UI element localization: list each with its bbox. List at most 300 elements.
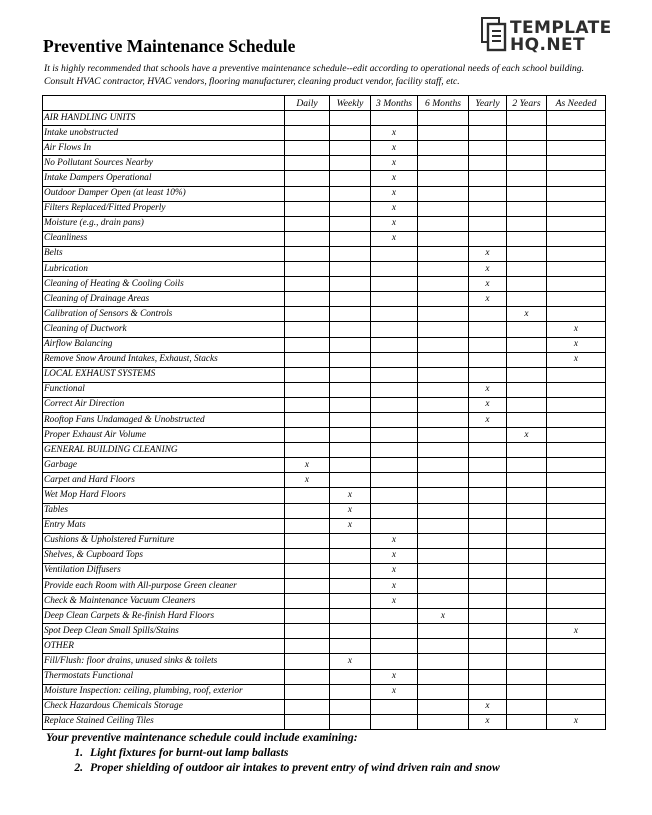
schedule-cell [469, 322, 507, 337]
schedule-cell [507, 669, 547, 684]
schedule-cell: x [371, 126, 418, 141]
schedule-cell: x [507, 307, 547, 322]
intro-paragraph: It is highly recommended that schools have a preventive maintenance schedule--edit according to operational needs of each school building. Consult HVAC contractor, HVAC vendors, flooring manufacturer, cleaning product vendor, facility staff, etc. [44, 63, 585, 87]
schedule-cell [547, 186, 606, 201]
schedule-cell [371, 609, 418, 624]
column-header: As Needed [547, 96, 606, 111]
schedule-cell [469, 231, 507, 246]
schedule-cell [418, 684, 469, 699]
schedule-cell [285, 548, 330, 563]
table-row [43, 699, 606, 714]
table-row [43, 111, 606, 126]
schedule-cell [371, 111, 418, 126]
task-label: Remove Snow Around Intakes, Exhaust, Stacks [43, 352, 285, 367]
schedule-cell [418, 458, 469, 473]
schedule-cell [507, 518, 547, 533]
schedule-cell [418, 186, 469, 201]
schedule-cell [330, 548, 371, 563]
schedule-cell [371, 367, 418, 382]
schedule-cell [285, 307, 330, 322]
schedule-cell [330, 367, 371, 382]
schedule-cell [285, 579, 330, 594]
task-label: OTHER [43, 639, 285, 654]
footer-list-item: 1. Light fixtures for burnt-out lamp ballasts [86, 745, 500, 760]
schedule-cell [418, 262, 469, 277]
schedule-cell [507, 533, 547, 548]
table-row [43, 714, 606, 729]
schedule-cell [507, 277, 547, 292]
schedule-cell [547, 367, 606, 382]
task-label: Correct Air Direction [43, 397, 285, 412]
schedule-cell: x [285, 473, 330, 488]
task-label: Provide each Room with All-purpose Green cleaner [43, 579, 285, 594]
schedule-cell [469, 186, 507, 201]
schedule-cell: x [547, 714, 606, 729]
schedule-cell [330, 156, 371, 171]
table-row [43, 563, 606, 578]
task-label: Cleaning of Heating & Cooling Coils [43, 277, 285, 292]
schedule-cell [371, 322, 418, 337]
schedule-cell [418, 246, 469, 261]
schedule-cell [330, 714, 371, 729]
schedule-cell [418, 322, 469, 337]
schedule-cell [285, 126, 330, 141]
table-row [43, 428, 606, 443]
schedule-cell [285, 503, 330, 518]
schedule-cell: x [469, 714, 507, 729]
table-row [43, 307, 606, 322]
schedule-cell [547, 201, 606, 216]
schedule-cell [547, 292, 606, 307]
schedule-cell [285, 337, 330, 352]
table-row [43, 277, 606, 292]
task-label: Check Hazardous Chemicals Storage [43, 699, 285, 714]
schedule-cell [418, 367, 469, 382]
task-label: Airflow Balancing [43, 337, 285, 352]
table-row [43, 654, 606, 669]
table-row [43, 352, 606, 367]
schedule-cell: x [469, 382, 507, 397]
schedule-cell [371, 458, 418, 473]
page-title: Preventive Maintenance Schedule [43, 36, 296, 56]
schedule-cell: x [371, 563, 418, 578]
schedule-cell [547, 699, 606, 714]
schedule-cell [507, 639, 547, 654]
schedule-cell [285, 594, 330, 609]
schedule-cell [330, 563, 371, 578]
task-label: Filters Replaced/Fitted Properly [43, 201, 285, 216]
schedule-cell [507, 503, 547, 518]
logo-text-line1: TEMPLATE [510, 18, 612, 38]
footer-list [46, 745, 500, 775]
table-row [43, 503, 606, 518]
schedule-cell [469, 171, 507, 186]
schedule-cell [330, 307, 371, 322]
schedule-cell [371, 503, 418, 518]
schedule-cell [469, 503, 507, 518]
schedule-cell [418, 699, 469, 714]
schedule-cell [547, 518, 606, 533]
schedule-cell [330, 382, 371, 397]
schedule-cell [330, 231, 371, 246]
task-label: Cleanliness [43, 231, 285, 246]
schedule-cell [507, 443, 547, 458]
schedule-cell [330, 669, 371, 684]
task-label: Calibration of Sensors & Controls [43, 307, 285, 322]
schedule-cell [507, 699, 547, 714]
table-row [43, 609, 606, 624]
schedule-cell [547, 307, 606, 322]
schedule-cell [418, 201, 469, 216]
schedule-cell: x [418, 609, 469, 624]
schedule-cell [507, 609, 547, 624]
schedule-cell: x [371, 171, 418, 186]
schedule-cell [469, 428, 507, 443]
table-row [43, 518, 606, 533]
schedule-cell [330, 699, 371, 714]
schedule-cell [285, 171, 330, 186]
schedule-cell [547, 684, 606, 699]
schedule-cell [507, 548, 547, 563]
schedule-cell [469, 458, 507, 473]
schedule-cell [285, 654, 330, 669]
schedule-cell [469, 684, 507, 699]
schedule-cell [285, 156, 330, 171]
schedule-cell [547, 669, 606, 684]
schedule-cell [507, 111, 547, 126]
schedule-cell: x [547, 352, 606, 367]
schedule-cell [285, 443, 330, 458]
schedule-cell [371, 518, 418, 533]
task-label: Proper Exhaust Air Volume [43, 428, 285, 443]
schedule-cell [285, 488, 330, 503]
schedule-cell [285, 684, 330, 699]
schedule-cell [285, 246, 330, 261]
schedule-cell [285, 216, 330, 231]
schedule-cell [371, 473, 418, 488]
schedule-cell [469, 337, 507, 352]
schedule-cell: x [371, 533, 418, 548]
schedule-cell [547, 412, 606, 427]
column-header: Weekly [330, 96, 371, 111]
schedule-cell [507, 367, 547, 382]
schedule-cell [371, 292, 418, 307]
schedule-cell [469, 518, 507, 533]
schedule-cell [418, 548, 469, 563]
table-row [43, 292, 606, 307]
footer-lead: Your preventive maintenance schedule could include examining: [46, 731, 358, 744]
schedule-cell [547, 639, 606, 654]
schedule-cell [285, 639, 330, 654]
schedule-cell [285, 669, 330, 684]
schedule-cell [330, 609, 371, 624]
schedule-cell [547, 488, 606, 503]
schedule-cell [507, 473, 547, 488]
maintenance-schedule-table [42, 95, 606, 730]
schedule-cell [285, 292, 330, 307]
schedule-cell [469, 624, 507, 639]
schedule-cell [547, 216, 606, 231]
schedule-cell: x [371, 186, 418, 201]
schedule-cell [330, 624, 371, 639]
schedule-cell [371, 277, 418, 292]
task-label: Thermostats Functional [43, 669, 285, 684]
schedule-cell [330, 473, 371, 488]
schedule-cell [547, 473, 606, 488]
schedule-cell [285, 231, 330, 246]
schedule-cell [507, 624, 547, 639]
schedule-cell [371, 639, 418, 654]
table-row [43, 669, 606, 684]
schedule-cell [469, 533, 507, 548]
task-label: Cleaning of Drainage Areas [43, 292, 285, 307]
schedule-cell: x [330, 518, 371, 533]
schedule-cell [507, 246, 547, 261]
task-label: Cushions & Upholstered Furniture [43, 533, 285, 548]
table-row [43, 126, 606, 141]
schedule-cell [418, 624, 469, 639]
schedule-cell: x [330, 654, 371, 669]
schedule-cell: x [469, 277, 507, 292]
schedule-cell [371, 382, 418, 397]
schedule-cell [469, 609, 507, 624]
table-row [43, 382, 606, 397]
schedule-cell: x [469, 262, 507, 277]
schedule-cell [330, 337, 371, 352]
schedule-cell [418, 488, 469, 503]
schedule-cell [507, 654, 547, 669]
table-header-row [43, 96, 606, 111]
schedule-cell [469, 126, 507, 141]
schedule-cell [330, 216, 371, 231]
task-label: Ventilation Diffusers [43, 563, 285, 578]
schedule-cell [371, 397, 418, 412]
schedule-cell [285, 186, 330, 201]
table-body [43, 111, 606, 730]
schedule-cell [418, 503, 469, 518]
schedule-cell [469, 563, 507, 578]
schedule-cell [330, 639, 371, 654]
schedule-cell [418, 563, 469, 578]
schedule-cell [547, 141, 606, 156]
schedule-cell: x [330, 503, 371, 518]
schedule-cell [371, 654, 418, 669]
schedule-cell [418, 171, 469, 186]
schedule-cell [330, 443, 371, 458]
column-header: 3 Months [371, 96, 418, 111]
schedule-cell [285, 352, 330, 367]
schedule-cell [418, 277, 469, 292]
schedule-cell [285, 277, 330, 292]
schedule-cell [330, 201, 371, 216]
schedule-cell [418, 126, 469, 141]
schedule-cell [547, 533, 606, 548]
schedule-cell [418, 382, 469, 397]
task-label: Functional [43, 382, 285, 397]
schedule-cell [507, 382, 547, 397]
schedule-cell [285, 141, 330, 156]
schedule-cell [371, 307, 418, 322]
schedule-cell [547, 111, 606, 126]
schedule-cell [469, 443, 507, 458]
schedule-cell: x [371, 231, 418, 246]
schedule-cell [371, 624, 418, 639]
schedule-cell [469, 156, 507, 171]
schedule-cell [469, 111, 507, 126]
schedule-cell [371, 699, 418, 714]
schedule-cell [285, 609, 330, 624]
schedule-cell [285, 428, 330, 443]
schedule-cell [371, 714, 418, 729]
schedule-cell [285, 322, 330, 337]
schedule-cell [507, 579, 547, 594]
schedule-cell: x [371, 216, 418, 231]
schedule-cell [371, 443, 418, 458]
schedule-cell [330, 186, 371, 201]
schedule-cell [507, 216, 547, 231]
schedule-cell: x [371, 141, 418, 156]
task-label: Deep Clean Carpets & Re-finish Hard Floors [43, 609, 285, 624]
schedule-cell [330, 458, 371, 473]
schedule-cell [330, 533, 371, 548]
schedule-cell [371, 412, 418, 427]
table-row [43, 397, 606, 412]
schedule-cell [547, 171, 606, 186]
schedule-cell [469, 548, 507, 563]
schedule-cell: x [469, 246, 507, 261]
schedule-cell [285, 533, 330, 548]
schedule-cell [285, 699, 330, 714]
schedule-cell [418, 443, 469, 458]
schedule-cell [285, 262, 330, 277]
schedule-cell [507, 126, 547, 141]
task-label: Check & Maintenance Vacuum Cleaners [43, 594, 285, 609]
schedule-cell [330, 412, 371, 427]
schedule-cell [285, 367, 330, 382]
task-label: Moisture (e.g., drain pans) [43, 216, 285, 231]
task-label: Garbage [43, 458, 285, 473]
schedule-cell [469, 473, 507, 488]
schedule-cell [507, 337, 547, 352]
schedule-cell [371, 428, 418, 443]
schedule-cell [547, 548, 606, 563]
schedule-cell: x [371, 579, 418, 594]
schedule-cell: x [547, 322, 606, 337]
schedule-cell [418, 412, 469, 427]
table-row [43, 443, 606, 458]
table-row [43, 367, 606, 382]
schedule-cell [469, 639, 507, 654]
column-header-task [43, 96, 285, 111]
schedule-cell [507, 171, 547, 186]
schedule-cell [418, 111, 469, 126]
schedule-cell [507, 684, 547, 699]
schedule-cell: x [371, 201, 418, 216]
schedule-cell [547, 503, 606, 518]
task-label: Belts [43, 246, 285, 261]
table-row [43, 246, 606, 261]
schedule-cell [330, 246, 371, 261]
schedule-cell [371, 246, 418, 261]
schedule-cell [547, 458, 606, 473]
footer-notes [46, 730, 500, 775]
schedule-cell: x [371, 156, 418, 171]
schedule-cell [418, 518, 469, 533]
schedule-cell [547, 262, 606, 277]
task-label: LOCAL EXHAUST SYSTEMS [43, 367, 285, 382]
schedule-cell [285, 518, 330, 533]
schedule-cell [330, 397, 371, 412]
table-row [43, 488, 606, 503]
schedule-cell [507, 352, 547, 367]
schedule-cell: x [371, 684, 418, 699]
schedule-cell [469, 594, 507, 609]
schedule-cell: x [547, 337, 606, 352]
table-row [43, 548, 606, 563]
schedule-cell [285, 397, 330, 412]
schedule-cell [507, 141, 547, 156]
schedule-cell [418, 337, 469, 352]
schedule-cell [285, 382, 330, 397]
schedule-cell [547, 382, 606, 397]
schedule-cell [507, 594, 547, 609]
table-row [43, 639, 606, 654]
schedule-cell: x [330, 488, 371, 503]
schedule-cell [285, 624, 330, 639]
schedule-cell: x [469, 699, 507, 714]
schedule-cell [507, 458, 547, 473]
table-row [43, 579, 606, 594]
schedule-cell: x [285, 458, 330, 473]
schedule-cell [330, 277, 371, 292]
schedule-cell [371, 337, 418, 352]
table-row [43, 684, 606, 699]
schedule-cell: x [469, 412, 507, 427]
schedule-cell: x [469, 292, 507, 307]
schedule-cell [418, 428, 469, 443]
task-label: No Pollutant Sources Nearby [43, 156, 285, 171]
task-label: Intake unobstructed [43, 126, 285, 141]
table-row [43, 171, 606, 186]
schedule-cell [418, 397, 469, 412]
table-row [43, 156, 606, 171]
schedule-cell [418, 714, 469, 729]
task-label: Lubrication [43, 262, 285, 277]
schedule-cell [330, 292, 371, 307]
schedule-cell [469, 141, 507, 156]
logo-text-line2: HQ.NET [510, 35, 585, 55]
schedule-cell [285, 563, 330, 578]
task-label: Wet Mop Hard Floors [43, 488, 285, 503]
schedule-cell [330, 262, 371, 277]
schedule-cell [418, 669, 469, 684]
table-row [43, 624, 606, 639]
schedule-cell [547, 609, 606, 624]
schedule-cell [418, 579, 469, 594]
task-label: Fill/Flush: floor drains, unused sinks & toilets [43, 654, 285, 669]
schedule-cell [285, 201, 330, 216]
schedule-cell [469, 654, 507, 669]
schedule-cell [418, 141, 469, 156]
schedule-cell [330, 579, 371, 594]
schedule-cell [285, 111, 330, 126]
schedule-cell [418, 594, 469, 609]
schedule-cell: x [469, 397, 507, 412]
schedule-cell: x [547, 624, 606, 639]
schedule-cell [547, 231, 606, 246]
schedule-cell [507, 156, 547, 171]
table-row [43, 141, 606, 156]
